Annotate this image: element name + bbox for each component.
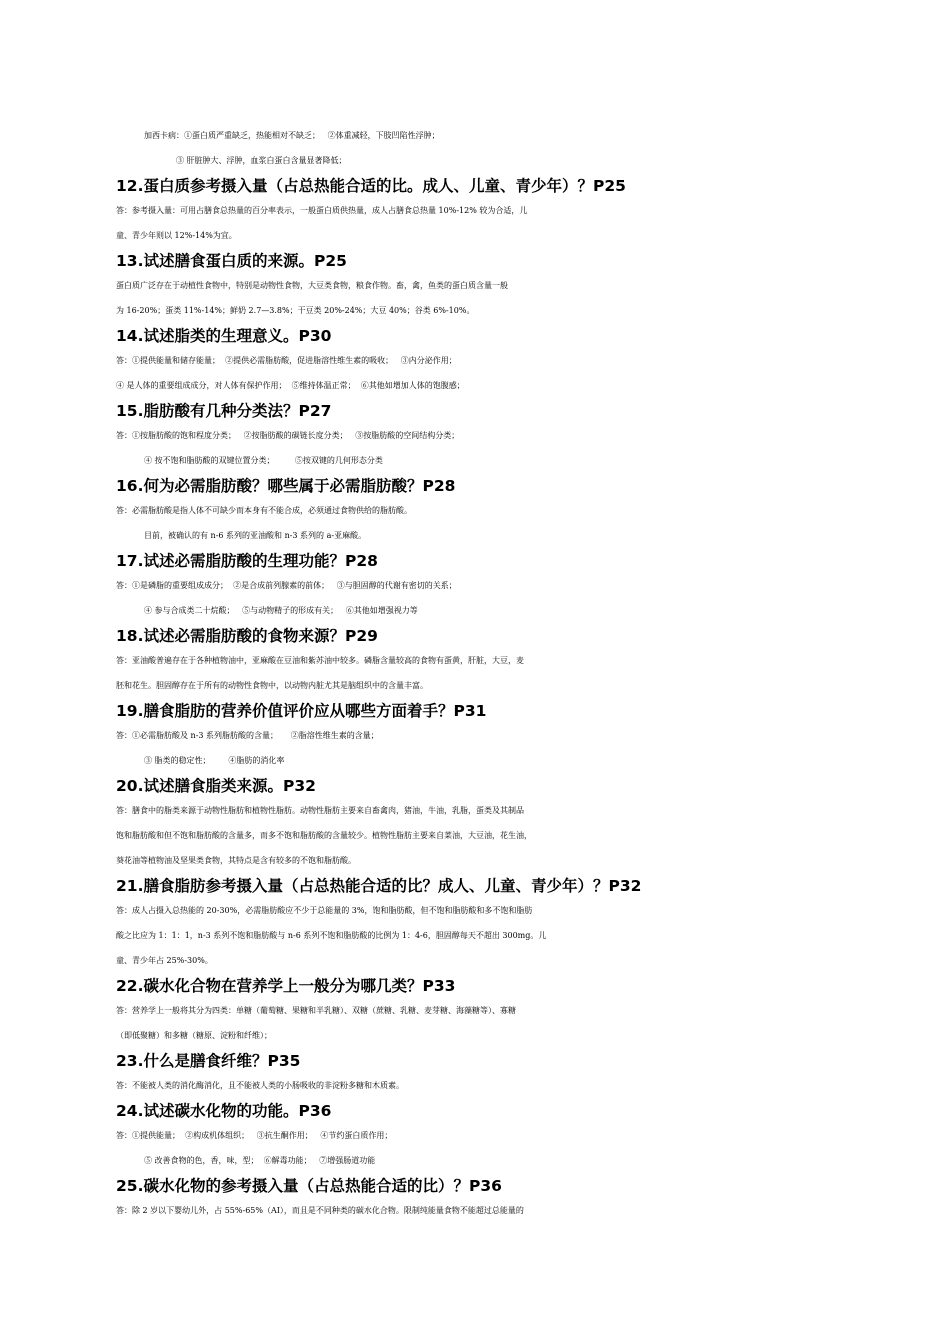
text-line: 蛋白质广泛存在于动植性食物中，特别是动物性食物，大豆类食物，粮食作物。畜，禽，鱼类的蛋白质含量一般	[116, 281, 508, 290]
text-line: 答：①是磷脂的重要组成成分； ②是合成前列腺素的前体； ③与胆固醇的代谢有密切的关系；	[116, 581, 457, 590]
text-line: ④ 是人体的重要组成成分，对人体有保护作用； ⑤维持体温正常； ⑥其他如增加人体的饱腹感；	[116, 381, 465, 390]
text-line: 目前，被确认的有 n-6 系列的亚油酸和 n-3 系列的 a-亚麻酸。	[144, 531, 367, 540]
question-heading: 19.膳食脂肪的营养价值评价应从哪些方面着手？P31	[116, 702, 487, 720]
text-line: ④ 参与合成类二十烷酸； ⑤与动物精子的形成有关； ⑥其他如增强视力等	[144, 606, 418, 615]
text-line: 答：不能被人类的消化酶消化，且不能被人类的小肠吸收的非淀粉多糖和木质素。	[116, 1081, 404, 1090]
text-line: 答：营养学上一般将其分为四类：单糖（葡萄糖、果糖和半乳糖）、双糖（蔗糖、乳糖、麦芽糖、海藻糖等）、寡糖	[116, 1006, 516, 1015]
text-line: 饱和脂肪酸和但不饱和脂肪酸的含量多，而多不饱和脂肪酸的含量较少。植物性脂肪主要来自菜油，大豆油，花生油，	[116, 831, 532, 840]
text-line: 答：①提供能量和储存能量； ②提供必需脂肪酸，促进脂溶性维生素的吸收； ③内分泌作用；	[116, 356, 457, 365]
question-heading: 17.试述必需脂肪酸的生理功能？P28	[116, 552, 378, 570]
text-line: 答：成人占摄入总热能的 20-30%，必需脂肪酸应不少于总能量的 3%，饱和脂肪酸，但不饱和脂肪酸和多不饱和脂肪	[116, 906, 533, 915]
question-heading: 14.试述脂类的生理意义。P30	[116, 327, 332, 345]
question-heading: 23.什么是膳食纤维？P35	[116, 1052, 301, 1070]
text-line: 酸之比应为 1：1：1，n-3 系列不饱和脂肪酸与 n-6 系列不饱和脂肪酸的比例为 1：4-6，胆固醇每天不超出 300mg。儿	[116, 931, 547, 940]
text-line: 葵花油等植物油及坚果类食物，其特点是含有较多的不饱和脂肪酸。	[116, 856, 356, 865]
text-line: 答：①必需脂肪酸及 n-3 系列脂肪酸的含量； ②脂溶性维生素的含量；	[116, 731, 379, 740]
text-line: 答：除 2 岁以下婴幼儿外，占 55%-65%（AI），而且是不同种类的碳水化合物。限制纯能量食物不能超过总能量的	[116, 1206, 524, 1215]
text-line: ④ 按不饱和脂肪酸的双键位置分类； ⑤按双键的几何形态分类	[144, 456, 383, 465]
question-heading: 18.试述必需脂肪酸的食物来源？P29	[116, 627, 378, 645]
text-line: 加西卡病：①蛋白质严重缺乏，热能相对不缺乏； ②体重减轻，下肢凹陷性浮肿；	[144, 131, 440, 140]
text-line: ③ 肝脏肿大、浮肿，血浆白蛋白含量显著降低；	[176, 156, 347, 165]
text-line: 胚和花生。胆固醇存在于所有的动物性食物中，以动物内脏尤其是脑组织中的含量丰富。	[116, 681, 428, 690]
question-heading: 12.蛋白质参考摄入量（占总热能合适的比。成人、儿童、青少年）？P25	[116, 177, 626, 195]
question-heading: 13.试述膳食蛋白质的来源。P25	[116, 252, 347, 270]
text-line: 答：①提供能量； ②构成机体组织； ③抗生酮作用； ④节约蛋白质作用；	[116, 1131, 393, 1140]
question-heading: 24.试述碳水化物的功能。P36	[116, 1102, 332, 1120]
question-heading: 25.碳水化物的参考摄入量（占总热能合适的比）？P36	[116, 1177, 502, 1195]
question-heading: 22.碳水化合物在营养学上一般分为哪几类？P33	[116, 977, 456, 995]
text-line: 为 16-20%；蛋类 11%-14%；鲜奶 2.7—3.8%；干豆类 20%-24%；大豆 40%；谷类 6%-10%。	[116, 306, 475, 315]
text-line: 答：①按脂肪酸的饱和程度分类； ②按脂肪酸的碳链长度分类； ③按脂肪酸的空间结构分类；	[116, 431, 460, 440]
text-line: ⑤ 改善食物的色，香，味，型； ⑥解毒功能； ⑦增强肠道功能	[144, 1156, 376, 1165]
question-heading: 16.何为必需脂肪酸？哪些属于必需脂肪酸？P28	[116, 477, 456, 495]
question-heading: 15.脂肪酸有几种分类法？P27	[116, 402, 332, 420]
question-heading: 20.试述膳食脂类来源。P32	[116, 777, 316, 795]
text-line: ③ 脂类的稳定性； ④脂肪的消化率	[144, 756, 285, 765]
text-line: 答：亚油酸普遍存在于各种植物油中，亚麻酸在豆油和紫苏油中较多。磷脂含量较高的食物有蛋黄，肝脏，大豆，麦	[116, 656, 524, 665]
text-line: 答：参考摄入量：可用占膳食总热量的百分率表示，一般蛋白质供热量，成人占膳食总热量 10%-12% 较为合适，儿	[116, 206, 528, 215]
text-line: 答：必需脂肪酸是指人体不可缺少而本身有不能合成，必须通过食物供给的脂肪酸。	[116, 506, 412, 515]
question-heading: 21.膳食脂肪参考摄入量（占总热能合适的比？成人、儿童、青少年）？P32	[116, 877, 642, 895]
text-line: 答：膳食中的脂类来源于动物性脂肪和植物性脂肪。动物性脂肪主要来自畜禽肉，猪油，牛油，乳脂，蛋类及其制品	[116, 806, 524, 815]
text-line: 童、青少年占 25%-30%。	[116, 956, 213, 965]
text-line: 童、青少年则以 12%-14%为宜。	[116, 231, 237, 240]
text-line: （即低聚糖）和多糖（糖原、淀粉和纤维）；	[116, 1031, 272, 1040]
